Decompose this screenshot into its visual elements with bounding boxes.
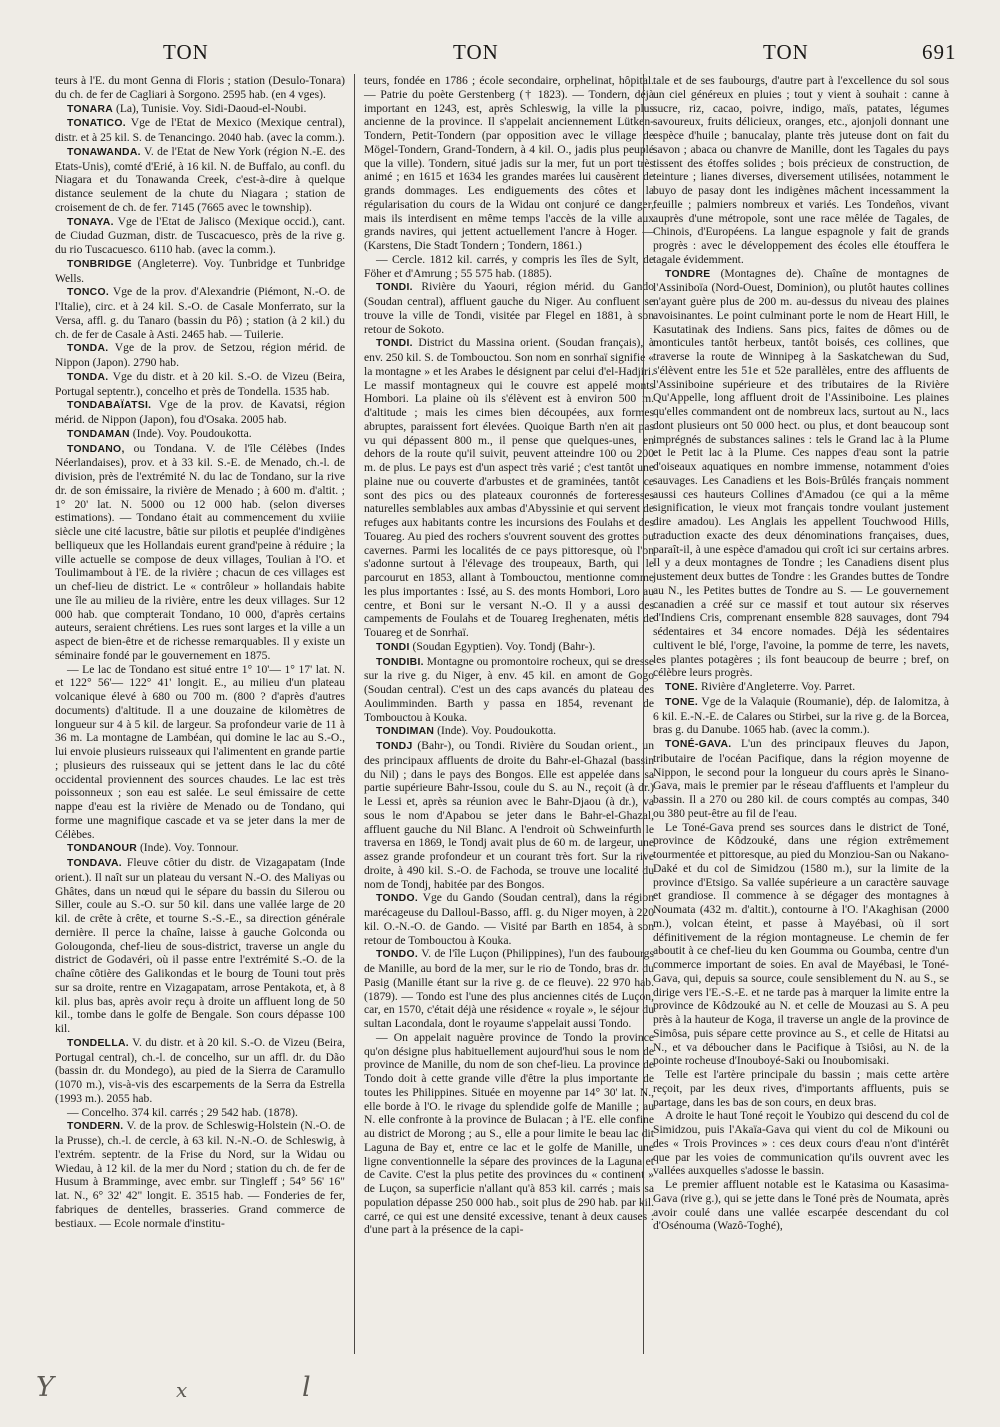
- dictionary-entry: [55, 116, 345, 145]
- entry-text: (Angleterre). Voy. Tunbridge et Tunbridge Wells.: [55, 256, 345, 285]
- entry-text: teurs, fondée en 1786 ; école secondaire, orphelinat, hôpital. — Patrie du poète Gerstenberg († 1823). — Tondern, déjà important en 1243, est, après Schleswig, la ville la plus ancienne de la province. Il s'appelait anciennement Lütken-Tondern, Petit-Tondern (par opposition avec le village de Mögel-Tondern, Grand-Tondern, à 4 kil. O., jadis plus peuplé que la ville). Tondern, situé jadis sur la mer, fut un port très animé ; en 1615 et 1634 les grandes marées lui causèrent de grands dommages. Les endiguements des côtes et la régularisation du cours de la Widau ont conjuré ce danger, mais ils interdisent en même temps l'accès de la ville aux grands navires, qui jettent actuellement l'ancre à Hoger. — (Karstens, Die Stadt Tondern ; Tondern, 1861.): [364, 74, 654, 252]
- entry-text: (Montagnes de). Chaîne de montagnes de l'Assiniboïa (Nord-Ouest, Dominion), ou plutôt hautes collines n'ayant guère plus de 200 m. au-dessus du niveau des plaines avoisinantes. Le point culminant porte le nom de Heart Hill, le Kasutatinak des Indiens. Sans pics, faites de dômes ou de monticules tantôt herbeux, tantôt boisés, ces collines, que traverse la route de Winnipeg à la Saskatchewan du Sud, s'élèvent entre les 51e et 52e parallèles, entre des affluents de l'Assiniboine supérieure et des tributaires de la Rivière Qu'Appelle, long affluent droit de l'Assiniboine. Les plaines qu'elles commandent ont de nombreux lacs, surtout au N., lacs dont plusieurs ont 50 000 hect. ou plus, et dont beaucoup sont imprégnés de substances salines : tels le Grand lac à la Plume et le Petit lac à la Plume. Ces nappes d'eau sont la patrie d'oiseaux aquatiques en nombre immense, notamment d'oies sauvages. Les Canadiens et les Bois-Brûlés français nomment aussi ces hauteurs Collines d'Amadou (ce qui a la même signification, le vieux mot français tondre voulant justement dire amadou). Les Anglais les appellent Touchwood Hills, traduction exacte des deux dénominations françaises, dues, paraît-il, à une espèce d'amadou qui croît ici sur certains arbres. Il y a deux montagnes de Tondre ; les Canadiens disent plus justement deux buttes de Tondre : les Grandes buttes de Tondre au N., les Petites buttes de Tondre au S. — Le gouvernement canadien a créé sur ce massif et tout autour six réserves d'Indiens Cris, comprenant ensemble 828 sauvages, dont 794 sédentaires et 34 encore nomades. Déjà les sédentaires cultivent le blé, l'orge, l'avoine, la pomme de terre, les navets, les plantes potagères ; ils font beaucoup de beurre ; bref, on célèbre leurs progrès.: [653, 266, 949, 680]
- dictionary-entry: [364, 280, 654, 336]
- dictionary-entry: [653, 680, 949, 695]
- entry-headword: TONE.: [665, 696, 699, 708]
- page-number: 691: [922, 40, 957, 64]
- entry-text: — Cercle. 1812 kil. carrés, y compris les îles de Sylt, de Föher et d'Amrung ; 55 575 hab. (1885).: [364, 252, 654, 280]
- entry-headword: TONDJ: [376, 741, 413, 752]
- dictionary-entry: [55, 398, 345, 427]
- entry-headword: TONDO.: [376, 893, 419, 905]
- dictionary-entry: [364, 947, 654, 1031]
- text-column-3: [653, 74, 949, 1233]
- entry-text: Le premier affluent notable est le Katasima ou Kasasima-Gava (rive g.), qui se jette dans le Toné près de Noumata, après avoir coulé dans une vallée escarpée descendant du col d'Osénouma (Wazô-Toghé),: [653, 1178, 949, 1233]
- dictionary-entry: [653, 1109, 949, 1178]
- dictionary-entry: [55, 341, 345, 370]
- entry-text: Montagne ou promontoire rocheux, qui se dresse sur la rive g. du Niger, à env. 45 kil. en amont de Gogo (Soudan central). C'est un des caps avancés du plateau des Aoulimminden. Barth y passa en 1854, revenant de Tombouctou à Kouka.: [364, 654, 654, 724]
- entry-headword: TONDA.: [67, 343, 109, 355]
- text-column-1: [55, 74, 345, 1230]
- entry-text: Vge de la prov. d'Alexandrie (Piémont, N.-O. de l'Italie), circ. et à 24 kil. S.-O. de Casale Monferrato, sur la Versa, affl. g. du Tanaro (bassin du Pô) ; station (à 2 kil.) du ch. de fer de Casale à Asti. 2465 hab. — Tuilerie.: [55, 285, 345, 341]
- dictionary-entry: [55, 1036, 345, 1106]
- dictionary-entry: [364, 640, 654, 655]
- entry-headword: TONDAMAN: [67, 428, 130, 440]
- entry-text: (Inde). Voy. Poudoukotta.: [434, 724, 557, 738]
- entry-text: Vge du Gando (Soudan central), dans la région marécageuse du Dalloul-Basso, affl. g. du Niger moyen, à 220 kil. O.-N.-O. de Gando. — Visité par Barth en 1854, à son retour de Tombouctou à Kouka.: [364, 891, 654, 947]
- running-head: [0, 40, 1000, 70]
- dictionary-entry: [364, 655, 654, 725]
- entry-text: — On appelait naguère province de Tondo la province qu'on désigne plus habituellement aujourd'hui sous le nom de province de Manille, du nom de son chef-lieu. La province de Tondo doit à cette grande ville d'être la plus importante de toutes les Philippines. Située en moyenne par 14° 30' lat. N., elle borde à l'O. le rivage du splendide golfe de Manille ; au N. elle confronte à la province de Bulacan ; à l'E. elle confine au district de Morong ; au S., elle a pour limite le beau lac dit Laguna de Bay et, entre ce lac et le golfe de Manille, une ligne conventionnelle la sépare des provinces de la Laguna et de Cavite. C'est la plus petite des provinces du « continent » de Luçon, sa superficie n'allant qu'à 853 kil. carrés ; mais sa population dépasse 250 000 hab., soit plus de 290 hab. par kil. carré, ce qui est une densité excessive, tenant à deux causes : d'une part à la présence de la capi-: [364, 1030, 654, 1237]
- entry-headword: TONÉ-GAVA.: [665, 739, 732, 750]
- dictionary-entry: [364, 336, 654, 640]
- entry-headword: TONDERN.: [67, 1121, 124, 1133]
- entry-text: L'un des principaux fleuves du Japon, tributaire de l'océan Pacifique, dans la région moyenne de Nippon, le second pour la longueur du cours après le Sinano-Gava, mais le premier par le réseau d'affluents et l'ampleur du bassin. Il a 270 ou 280 kil. de cours comptés au compas, 340 ou 380 peut-être au fil de l'eau.: [653, 737, 949, 820]
- dictionary-entry: [653, 1068, 949, 1109]
- entry-text: Vge de la Valaquie (Roumanie), dép. de Ialomitza, à 6 kil. E.-N.-E. de Calares ou Stirbei, sur la rive g. de la Borcea, bras g. du Danube. 1065 hab. (avec la comm.).: [653, 694, 949, 737]
- dictionary-entry: [55, 427, 345, 442]
- entry-text: Fleuve côtier du distr. de Vizagapatam (Inde orient.). Il naît sur un plateau du versant N.-O. des Maliyas ou Ghâtes, dans un nœud qui le sépare du bassin du Silerou ou Siller, coule au S.-O. sur 50 kil. dans une vallée large de 20 kil. de crête à crête, et tourne S.-S.-E., sa direction générale dernière. Il perce la chaîne, laisse à gauche Golconda ou Golougonda, chef-lieu de sous-district, traverse un angle du district de Godavéri, où il passe entre l'extrémité S.-O. de la chaîne côtière des Galikondas et le bourg de Touni tout près sur sa droite, rentre en Vizagapatam, arrose Pentakota, et, à 8 kil. plus bas, après avoir reçu à droite un affluent long de 50 kil., tombe dans le golfe de Bengale. Son cours dépasse 100 kil.: [55, 856, 345, 1035]
- dictionary-entry: [364, 891, 654, 947]
- entry-headword: TONCO.: [67, 287, 110, 299]
- column-divider: [643, 74, 644, 1354]
- entry-headword: TONATICO.: [67, 118, 126, 130]
- entry-headword: TONDELLA.: [67, 1037, 129, 1049]
- entry-headword: TONDANOUR: [67, 843, 138, 855]
- entry-text: ou Tondana. V. de l'île Célèbes (Indes Néerlandaises), prov. et à 33 kil. S.-E. de Menado, ch.-l. de division, près de l'extrémité N. du lac de Tondano, sur la rive dr. de son émissaire, la rivière de Menado ; à 600 m. d'altit. ; 1° 20' lat. N. 5000 ou 12 000 hab. (selon diverses estimations). — Tondano était au commencement du xviiie siècle une cité lacustre, bâtie sur pilotis et peuplée d'indigènes belliqueux que les Hollandais eurent grand'peine à réduire ; la ville actuelle se compose de deux villages, Toulian à l'O. et Toulimambout à l'E. de la rivière ; chacun de ces villages est un chef-lieu de district. Le « contrôleur » hollandais habite une île au milieu de la rivière, entre les deux villages. Sur 12 000 hab. que compterait Tondano, 10 000, d'après certains auteurs, seraient chrétiens. Les rues sont larges et la ville a un aspect de bien-être et de richesse remarquables. Il y existe un séminaire fondé par le gouvernement en 1875.: [55, 441, 345, 662]
- entry-text: Vge de la prov. de Setzou, région mérid. de Nippon (Japon). 2790 hab.: [55, 341, 345, 369]
- running-head-right: TON: [763, 40, 809, 64]
- entry-text: Vge du distr. et à 20 kil. S.-O. de Vizeu (Beira, Portugal septentr.), concelho et près de Tondella. 1535 hab.: [55, 369, 345, 398]
- dictionary-entry: [55, 257, 345, 286]
- entry-text: (Inde). Voy. Poudoukotta.: [129, 426, 252, 440]
- entry-headword: TONDABAÏATSI.: [67, 400, 152, 412]
- entry-text: — Concelho. 374 kil. carrés ; 29 542 hab. (1878).: [67, 1105, 298, 1119]
- dictionary-entry: [55, 1106, 345, 1120]
- dictionary-entry: [55, 74, 345, 102]
- entry-headword: TONE.: [665, 682, 699, 693]
- dictionary-entry: [55, 285, 345, 341]
- dictionary-entry: [55, 145, 345, 215]
- entry-text: Le Toné-Gava prend ses sources dans le district de Toné, province de Kôdzouké, dans une région extrêmement tourmentée et pittoresque, au pied du Monziou-San ou Nakano-Daké et du col de Simidzou (1580 m.), sur la limite de la province d'Etsigo. Sa vallée supérieure a un caractère sauvage et grandiose. Il commence à se dégager des montagnes à Noumata (432 m. d'altit.), contourne à l'O. l'Akaghisan (2000 m.), volcan éteint, et passe à Mayébasi, où il sort définitivement de la région montagneuse. Le chemin de fer aboutit à ce chef-lieu du ken Goumma ou Goumba, centre d'un commerce important de soies. En aval de Mayébasi, le Toné-Gava, qui, depuis sa source, coule sensiblement du N. au S., se dirige vers l'E.-S.-E. et ne tarde pas à marquer la limite entre la province de Kôdzouké au N. et celle de Mouzasi au S. A peu près à la hauteur de Koga, il traverse un angle de la province de Simôsa, puis sépare cette province au S., et celle de Hitatsi au N., et va déboucher dans le Pacifique à Tsiôsi, au N. de la pointe rocheuse d'Inouboyé-Saki ou Inoubomisaki.: [653, 820, 949, 1068]
- dictionary-entry: [55, 215, 345, 257]
- dictionary-entry: [653, 267, 949, 681]
- dictionary-entry: [653, 737, 949, 821]
- dictionary-entry: [653, 74, 949, 267]
- dictionary-entry: [364, 1031, 654, 1237]
- entry-headword: TONDRE: [665, 268, 711, 280]
- entry-headword: TONDO.: [376, 949, 419, 961]
- entry-headword: TONDI.: [376, 338, 413, 350]
- dictionary-entry: [653, 695, 949, 737]
- entry-headword: TONBRIDGE: [67, 258, 132, 270]
- entry-headword: TONAWANDA.: [67, 146, 141, 158]
- entry-text: — Le lac de Tondano est situé entre 1° 10'— 1° 17' lat. N. et 122° 56'— 122° 41' longit. E., au milieu d'un plateau volcanique élevé à 680 ou 700 m. (800 ? d'après d'autres documents) d'altitude. Il a une douzaine de kilomètres de longueur sur 4 à 5 kil. de largeur. Sa profondeur varie de 11 à 36 m. La montagne de Lambéan, qui domine le lac au S.-O., lui envoie plusieurs ruisseaux qui l'alimentent en grande partie ; plusieurs des ruisseaux qui se jettent dans le lac du côté occidental proviennent des sources chaudes. Le lac est très poissonneux ; son eau est salée. Le seul émissaire de cette nappe d'eau est la rivière de Menado ou de Tondano, qui forme une magnifique cascade et va se jeter dans la mer de Célèbes.: [55, 662, 345, 841]
- entry-text: (Soudan Egyptien). Voy. Tondj (Bahr-).: [409, 639, 596, 653]
- text-column-2: [364, 74, 654, 1237]
- dictionary-entry: [55, 1119, 345, 1230]
- dictionary-entry: [55, 370, 345, 399]
- entry-headword: TONDANO,: [67, 443, 125, 455]
- entry-text: V. de la prov. de Schleswig-Holstein (N.-O. de la Prusse), ch.-l. de cercle, à 63 kil. N.-N.-O. de Schleswig, à l'extrém. septentr. de la Frise du Nord, sur la Widau ou Wiedau, à 12 kil. de la mer du Nord ; station du ch. de fer de Husum à Bramminge, avec embr. sur Tingleff ; 54° 56' 16" lat. N., 6° 32' 42" longit. E. 3515 hab. — Fonderies de fer, fabriques de dentelles, brasseries. Grand commerce de bestiaux. — Ecole normale d'institu-: [55, 1119, 345, 1230]
- dictionary-entry: [364, 724, 654, 739]
- dictionary-entry: [653, 821, 949, 1069]
- dictionary-entry: [55, 442, 345, 663]
- pencil-mark: l: [302, 1372, 311, 1403]
- running-head-center: TON: [453, 40, 499, 64]
- entry-text: Vge de l'Etat de Mexico (Mexique central), distr. et à 25 kil. S. de Tenancingo. 2040 hab. (avec la comm.).: [55, 116, 345, 144]
- entry-text: (Inde). Voy. Tonnour.: [137, 841, 239, 855]
- dictionary-entry: [55, 841, 345, 856]
- column-divider: [354, 74, 355, 1354]
- entry-text: V. de l'Etat de New York (région N.-E. des Etats-Unis), comté d'Erié, à 16 kil. N. de Buffalo, au confl. du Niagara et du Tonawanda Creek, c'est-à-dire à quelque distance seulement de la chute du Niagara ; station de croisement de ch. de fer. 7145 (7665 avec le township).: [55, 144, 345, 214]
- running-head-left: TON: [163, 40, 209, 64]
- entry-headword: TONDIMAN: [376, 726, 435, 738]
- entry-headword: TONDAVA.: [67, 858, 122, 869]
- entry-text: A droite le haut Toné reçoit le Youbizo qui descend du col de Simidzou, puis l'Akaïa-Gava qui vient du col de Mikouni ou des « Trois Provinces » : ces deux cours d'eau n'ont d'intérêt que par les voies de communication qu'ils ouvrent avec les vallées auxquelles s'adosse le bassin.: [653, 1109, 949, 1178]
- dictionary-entry: [55, 663, 345, 842]
- dictionary-entry: [55, 856, 345, 1036]
- entry-headword: TONAYA.: [67, 216, 114, 228]
- entry-text: Vge de l'Etat de Jalisco (Mexique occid.), cant. de Ciudad Guzman, distr. de Tuscacuesco, près de la rive g. du rio Tuscacuesco. 6110 hab. (avec la comm.).: [55, 214, 345, 256]
- entry-headword: TONDI: [376, 641, 410, 653]
- dictionary-entry: [653, 1178, 949, 1233]
- dictionary-entry: [55, 102, 345, 117]
- entry-text: tale et de ses faubourgs, d'autre part à l'excellence du sol sous un ciel généreux en pluies ; tout y vient à souhait : canne à sucre, riz, cacao, poivre, indigo, maïs, patates, légumes savoureux, fruits délicieux, oranges, etc., ajonjoli donnant une espèce d'huile ; banucalay, plante très juteuse dont on fait du savon ; abaca ou chanvre de Manille, dont les Tagales du pays tissent des étoffes solides ; bois précieux de construction, de teinture ; lianes diverses, diversement utilisées, notamment le buyo de pasay dont les indigènes mâchent incessamment la feuille ; palmiers nombreux et variés. Les Tondeños, vivant auprès d'une métropole, sont une race mêlée de Tagales, de Chinois, d'Européens. La langue espagnole y fait de grands progrès : avec le développement des écoles elle étouffera le tagale évidemment.: [653, 74, 949, 266]
- entry-text: V. du distr. et à 20 kil. S.-O. de Vizeu (Beira, Portugal central), ch.-l. de concelho, sur un affl. dr. du Dão (bassin dr. du Mondego), au pied de la Sierra de Caramullo (1070 m.), vis-à-vis des escarpements de la Serra da Estrella (1993 m.). 2055 hab.: [55, 1035, 345, 1105]
- dictionary-entry: [364, 74, 654, 253]
- entry-text: (Bahr-), ou Tondi. Rivière du Soudan orient., un des principaux affluents de droite du Bahr-el-Ghazal (bassin du Nil) ; dans le pays des Bongos. Elle est appelée dans sa partie supérieure Bahr-Issou, coule du S. au N., reçoit (à dr.) le Lessi et, après sa réunion avec le Bahr-Djaou (à dr.), va sous le nom d'Apabou se jeter dans le Bahr-el-Ghazal, affluent gauche du Nil Blanc. A l'endroit où Schweinfurth le traversa en 1869, le Tondj avait plus de 60 m. de largeur, une assez grande profondeur et un courant très fort. Sur la rive droite, à 490 kil. S.-O. de Fachoda, se trouve une localité du nom de Tondj, habitée par des Bongos.: [364, 739, 654, 891]
- entry-text: V. de l'île Luçon (Philippines), l'un des faubourgs de Manille, au bord de la mer, sur le rio de Tondo, bras dr. du Pasig (Manille étant sur la rive g. de ce fleuve). 22 970 hab. (1879). — Tondo est l'une des plus anciennes cités de Luçon, car, en 1570, c'était déjà une résidence « royale », le séjour du sultan Lacondala, dont le royaume s'appelait aussi Tondo.: [364, 947, 654, 1030]
- entry-text: (La), Tunisie. Voy. Sidi-Daoud-el-Noubi.: [113, 101, 307, 115]
- dictionary-entry: [364, 253, 654, 281]
- pencil-mark: Y: [36, 1372, 54, 1403]
- entry-text: Vge de la prov. de Kavatsi, région mérid. de Nippon (Japon), fou d'Osaka. 2005 hab.: [55, 398, 345, 426]
- pencil-mark: x: [176, 1378, 188, 1402]
- entry-headword: TONDA.: [67, 371, 109, 383]
- entry-text: District du Massina orient. (Soudan français), à env. 250 kil. S. de Tombouctou. Son nom en sonrhaï signifie « la montagne » et les Arabes le désignent par celui d'el-Hadjiri. Le massif montagneux qui le couvre est appelé monts Hombori. La plaine où ils s'élèvent est à environ 500 m. d'altitude ; mais les cimes bien découpées, aux formes abruptes, paraissent fort élevées. Quoique Barth n'en ait pas vu qui dépassent 800 m., il pense que quelques-unes, en dehors de la route qu'il suivit, peuvent atteindre 100 ou 200 m. de plus. Le pays est d'un aspect très varié ; c'est tantôt une plaine nue ou couverte d'arbustes et de graminées, tantôt ce sont des pics ou des plateaux couronnés de forteresses naturelles semblables aux ambas d'Abyssinie et qui servent de refuges aux habitants contre les incursions des Foulahs et des Touareg. Au pied des rochers s'ouvrent souvent des grottes ou cavernes. Parmi les localités de ce pays pittoresque, où l'on s'adonne surtout à l'élevage des troupeaux, Barth, qui le parcourut en 1853, allant à Tombouctou, mentionne comme les plus importantes : Issé, au S. des monts Hombori, Loro au centre, et Boni sur le versant N.-O. Il y a aussi des campements de Foulahs et de Touareg Ireghenaten, métis de Touareg et de Sonrhaï.: [364, 336, 654, 639]
- pencil-marks: [0, 1372, 1000, 1412]
- entry-text: Rivière d'Angleterre. Voy. Parret.: [698, 680, 856, 693]
- entry-text: Rivière du Yaouri, région mérid. du Gando (Soudan central), affluent gauche du Niger. Au confluent se trouve la ville de Tondi, visitée par Flegel en 1881, à son retour de Sokoto.: [364, 280, 654, 336]
- entry-headword: TONARA: [67, 103, 114, 115]
- entry-headword: TONDIBI.: [376, 656, 424, 668]
- entry-text: Telle est l'artère principale du bassin ; mais cette artère reçoit, par les deux rives, d'importants affluents, puis se partage, dans les bas de son cours, en deux bras.: [653, 1068, 949, 1109]
- dictionary-entry: [364, 739, 654, 891]
- entry-headword: TONDI.: [376, 282, 413, 294]
- entry-text: teurs à l'E. du mont Genna di Floris ; station (Desulo-Tonara) du ch. de fer de Cagliari à Sorgono. 2595 hab. (en 4 vges).: [55, 74, 345, 101]
